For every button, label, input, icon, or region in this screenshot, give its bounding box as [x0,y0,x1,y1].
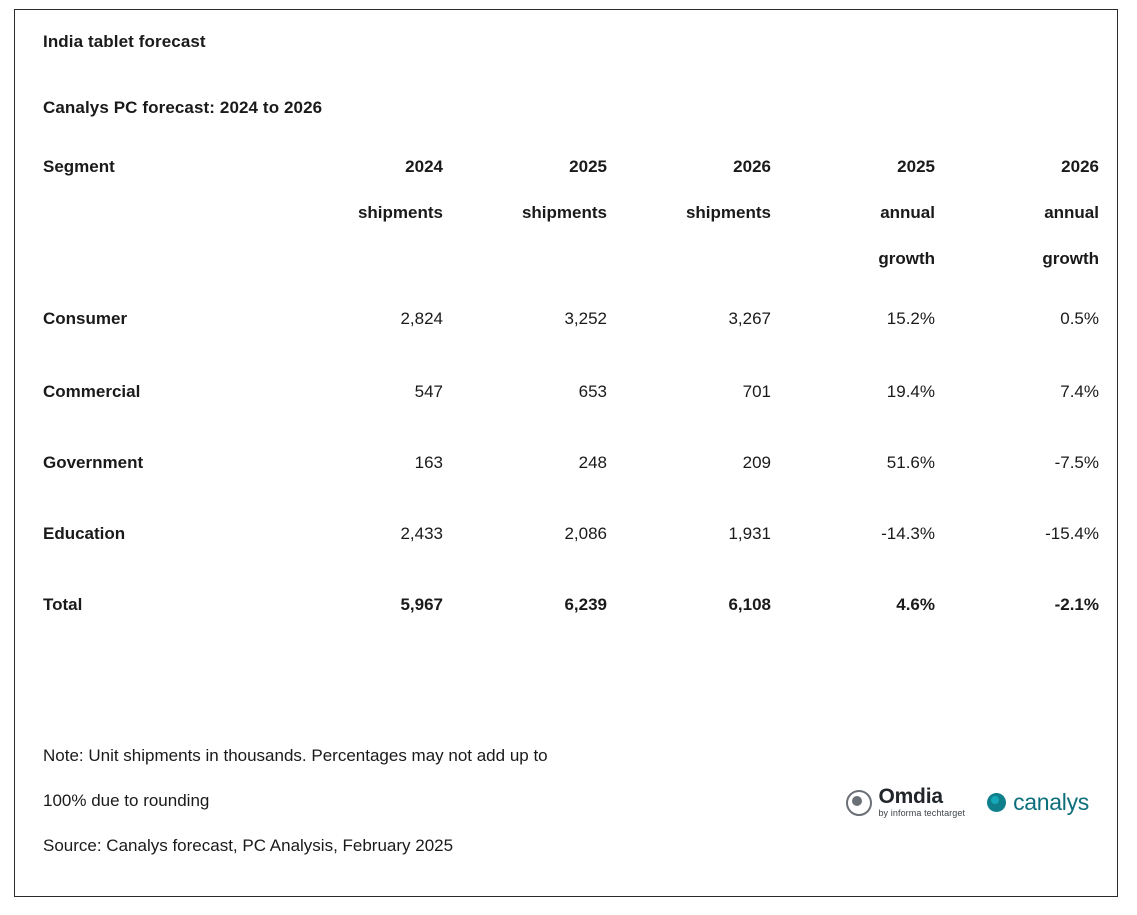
column-header-growth-2025 [771,144,935,282]
cell-growth-2026: -2.1% [1054,594,1099,614]
cell-shipments-2026: 209 [742,452,771,472]
header-line-2: shipments [357,203,443,222]
column-header-shipments-2024 [279,144,443,282]
cell-growth-2025: -14.3% [881,523,935,543]
column-header-shipments-2026 [607,144,771,282]
forecast-card [14,9,1118,897]
canalys-name: canalys [1013,788,1089,815]
header-line-1: 2026 [1061,157,1099,176]
header-line-2: annual [880,203,935,222]
cell-segment: Total [43,594,83,614]
header-line-1: 2025 [897,157,935,176]
cell-shipments-2024: 2,824 [400,309,443,328]
forecast-table [43,144,1099,640]
cell-growth-2025: 4.6% [896,594,935,614]
column-header-shipments-2025 [443,144,607,282]
table-header [43,144,1099,282]
omdia-name: Omdia [878,785,943,808]
cell-shipments-2024: 547 [414,381,443,401]
note-line-1: Note: Unit shipments in thousands. Percentages may not add up to [43,746,548,765]
cell-growth-2025: 51.6% [886,452,935,472]
cell-shipments-2025: 6,239 [564,594,607,614]
footer-notes [43,733,1083,868]
column-header-growth-2026 [935,144,1099,282]
chart-subtitle: Canalys PC forecast: 2024 to 2026 [43,98,323,117]
table-row [43,282,1099,356]
header-line-2: annual [1044,203,1099,222]
omdia-tagline: by informa techtarget [878,808,966,818]
header-line-1: 2024 [405,157,443,176]
cell-segment: Consumer [43,309,128,328]
cell-shipments-2024: 163 [414,452,443,472]
table-row [43,427,1099,498]
cell-shipments-2025: 248 [578,452,607,472]
cell-growth-2026: 0.5% [1060,309,1099,328]
cell-shipments-2024: 2,433 [400,523,443,543]
cell-segment: Government [43,452,144,472]
table-body [43,282,1099,640]
cell-shipments-2026: 3,267 [728,309,771,328]
table-row-total [43,569,1099,640]
header-line-3: growth [1042,249,1099,268]
cell-shipments-2025: 3,252 [564,309,607,328]
header-line-2: shipments [521,203,607,222]
table-row [43,498,1099,569]
header-row [43,144,1099,282]
cell-shipments-2026: 1,931 [728,523,771,543]
note-line-2: 100% due to rounding [43,791,210,810]
cell-segment: Education [43,523,126,543]
header-line-2: shipments [685,203,771,222]
cell-segment: Commercial [43,381,141,401]
cell-growth-2026: -7.5% [1054,452,1099,472]
column-header-segment [43,144,279,282]
header-line-3: growth [878,249,935,268]
header-line-1: Segment [43,157,115,176]
cell-growth-2025: 15.2% [886,309,935,328]
cell-growth-2025: 19.4% [886,381,935,401]
cell-growth-2026: 7.4% [1060,381,1099,401]
cell-shipments-2026: 701 [742,381,771,401]
cell-shipments-2025: 2,086 [564,523,607,543]
cell-shipments-2024: 5,967 [400,594,443,614]
table-row [43,356,1099,427]
page-title: India tablet forecast [43,32,206,51]
cell-shipments-2026: 6,108 [728,594,771,614]
cell-shipments-2025: 653 [578,381,607,401]
header-line-1: 2026 [733,157,771,176]
cell-growth-2026: -15.4% [1045,523,1099,543]
card-inner [15,10,1117,896]
header-line-1: 2025 [569,157,607,176]
source-line: Source: Canalys forecast, PC Analysis, February 2025 [43,836,454,855]
